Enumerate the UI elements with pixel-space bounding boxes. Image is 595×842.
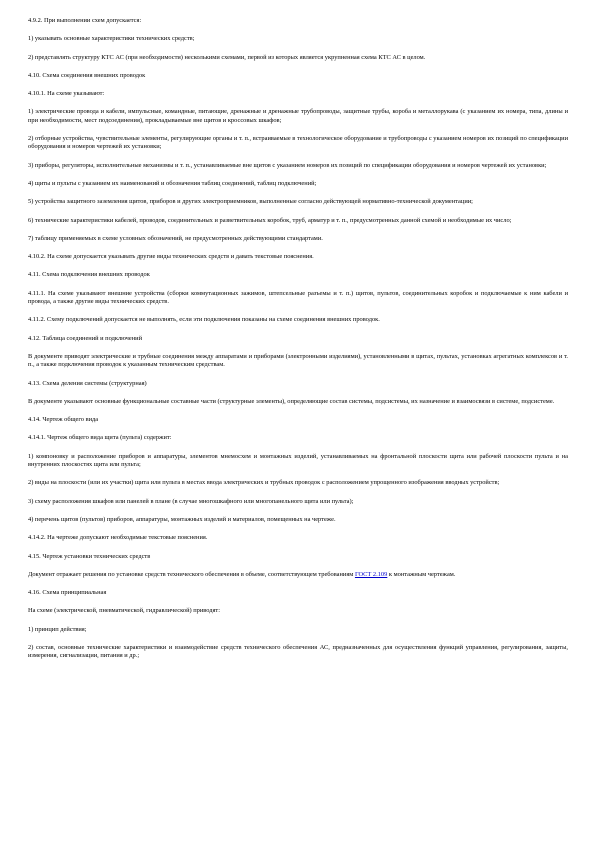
- paragraph: [28, 571, 568, 579]
- paragraph-text: 4.14. Чертеж общего вида: [28, 416, 99, 424]
- paragraph: [28, 198, 568, 206]
- paragraph: [28, 607, 568, 615]
- paragraph: [28, 644, 568, 661]
- paragraph: [28, 271, 568, 279]
- paragraph: [28, 180, 568, 188]
- paragraph-text: 1) электрические провода и кабели, импульсные, командные, питающие, дренажные и дренажные трубопроводы, защитные трубы, короба и металлорукава (с указанием их номера, типа, длины и при необходимости, мест подсоединения), прокладываемые вне щитов и кроссовых шкафов;: [28, 108, 568, 124]
- paragraph: [28, 162, 568, 170]
- paragraph: [28, 72, 568, 80]
- paragraph: [28, 626, 568, 634]
- paragraph-text: 2) представлять структуру КТС АС (при необходимости) несколькими схемами, первой из которых является укрупненная схема КТС АС в целом.: [28, 53, 426, 61]
- paragraph-text: 7) таблицу применяемых в схеме условных обозначений, не предусмотренных действующими стандартами.: [28, 234, 323, 242]
- paragraph-text: 4.16. Схема принципиальная: [28, 589, 107, 597]
- paragraph-text-tail: к монтажным чертежам.: [387, 570, 456, 578]
- paragraph: [28, 108, 568, 125]
- paragraph: [28, 553, 568, 561]
- paragraph: [28, 217, 568, 225]
- paragraph: [28, 479, 568, 487]
- paragraph-text: 6) технические характеристики кабелей, проводов, соединительных и разветвительных коробок, труб, арматур и т. п., предусмотренных данной схемой и необходимые их число;: [28, 216, 512, 224]
- paragraph-text: 4.14.1. Чертеж общего вида щита (пульта) содержит:: [28, 434, 172, 442]
- paragraph: [28, 434, 568, 442]
- paragraph-text: 3) схему расположения шкафов или панелей в плане (в случае многошкафного или многопанельного щита или пульта);: [28, 497, 354, 505]
- paragraph-text: 4) перечень щитов (пультов) приборов, аппаратуры, монтажных изделий и материалов, помещенных на чертеже.: [28, 515, 336, 523]
- paragraph: [28, 398, 568, 406]
- paragraph-text: 4.9.2. При выполнении схем допускается:: [28, 17, 142, 24]
- paragraph-text: 4.10. Схема соединения внешних проводок: [28, 71, 146, 79]
- paragraph-text: 2) виды на плоскости (или их участки) щита или пульта в местах ввода электрических и трубных проводок с расположением упрощенного изображения вводных устройств;: [28, 479, 500, 487]
- paragraph: [28, 253, 568, 261]
- paragraph-text: 4.12. Таблица соединений и подключений: [28, 334, 142, 342]
- paragraph: [28, 316, 568, 324]
- paragraph: [28, 380, 568, 388]
- paragraph: [28, 35, 568, 43]
- paragraph-text: 4.14.2. На чертеже допускают необходимые текстовые пояснения.: [28, 534, 208, 542]
- paragraph-text: 4.15. Чертеж установки технических средств: [28, 552, 151, 560]
- paragraph: [28, 534, 568, 542]
- paragraph: [28, 498, 568, 506]
- paragraph-text: 2) состав, основные технические характеристики и взаимодействие средств технического обеспечения АС, предназначенных для осуществления функций управления, регулирования, защиты, измерения, сигнализации, питания и др.;: [28, 643, 568, 660]
- paragraph-text: На схеме (электрической, пневматической, гидравлической) приводят:: [28, 607, 220, 615]
- paragraph-text: 5) устройства защитного заземления щитов, приборов и других электроприемников, выполненные согласно действующей нормативно-технической документации;: [28, 198, 473, 206]
- paragraph: [28, 353, 568, 370]
- paragraph: [28, 516, 568, 524]
- paragraph: [28, 17, 568, 25]
- paragraph-text: 4.11.2. Схему подключений допускается не выполнять, если эти подключения показаны на схеме соединения внешних проводок.: [28, 316, 380, 324]
- paragraph: [28, 235, 568, 243]
- paragraph: [28, 54, 568, 62]
- paragraph-text: Документ отражает решения по установке средств технического обеспечения в объеме, соответствующем требованиям: [28, 570, 355, 578]
- paragraph-text: 1) принцип действия;: [28, 625, 87, 633]
- paragraph: [28, 135, 568, 152]
- paragraph: [28, 453, 568, 470]
- paragraph-text: 1) указывать основные характеристики технических средств;: [28, 35, 195, 43]
- paragraph: [28, 290, 568, 307]
- paragraph: [28, 416, 568, 424]
- paragraph-text: 1) компоновку и расположение приборов и аппаратуры, элементов мнемосхем и монтажных изделий, устанавливаемых на фронтальной плоскости щита или рабочей плоскости пульта и на внутренних плоскостях щита или пульта;: [28, 452, 568, 469]
- paragraph-text: 4.10.1. На схеме указывают:: [28, 90, 105, 98]
- paragraph-text: 2) отборные устройства, чувствительные элементы, регулирующие органы и т. п., встраиваемые в технологическое оборудование и трубопроводы с указанием номеров их позиций по спецификации оборудования и номеров чертежей их установки;: [28, 135, 568, 151]
- paragraph-text: В документе указывают основные функциональные составные части (структурные элементы), определяющие состав системы, подсистемы, их назначение и взаимосвязи в системе, подсистеме.: [28, 397, 555, 405]
- paragraph-text: 4.11. Схема подключения внешних проводок: [28, 271, 150, 279]
- paragraph: [28, 335, 568, 343]
- paragraph-text: В документе приводят электрические и трубные соединения между аппаратами и приборами (электронными изделиями), установленными в щитах, пультах, установках агрегатных комплексов и т. п., а также подключения проводок к указанным техническим средствам.: [28, 352, 568, 369]
- paragraph: [28, 90, 568, 98]
- gost-link[interactable]: ГОСТ 2.109: [354, 570, 388, 578]
- paragraph-text: 4) щиты и пульты с указанием их наименований и обозначения таблиц соединений, таблиц подключений;: [28, 179, 317, 187]
- paragraph-text: 4.13. Схема деления системы (структурная): [28, 379, 147, 387]
- paragraph: [28, 589, 568, 597]
- paragraph-text: 4.11.1. На схеме указывают внешние устройства (сборки коммутационных зажимов, штепсельные разъемы и т. п.) щитов, пультов, соединительных коробок и подключаемые к ним кабели и провода, а также другие виды технических средств.: [28, 289, 568, 306]
- document-body: [28, 17, 568, 671]
- paragraph-text: 3) приборы, регуляторы, исполнительные механизмы и т. п., устанавливаемые вне щитов с указанием номеров их позиций по спецификации оборудования и номеров чертежей их установки;: [28, 161, 547, 169]
- paragraph-text: 4.10.2. На схеме допускается указывать другие виды технических средств и давать текстовые пояснения.: [28, 253, 314, 261]
